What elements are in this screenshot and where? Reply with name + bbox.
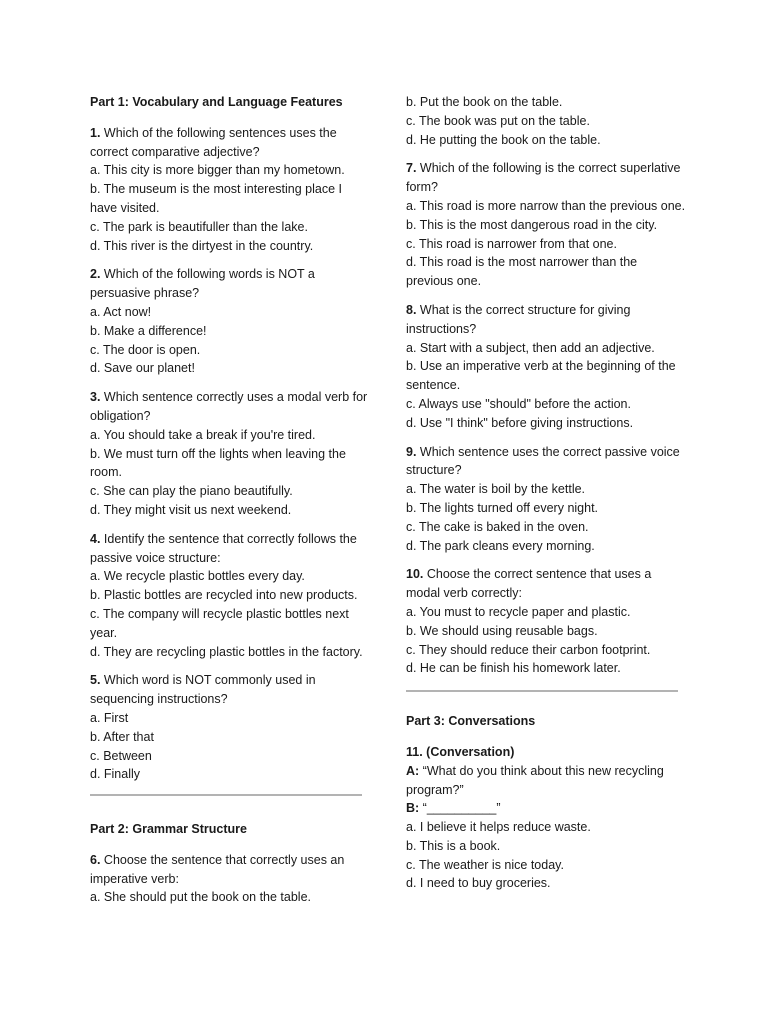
part1-heading: Part 1: Vocabulary and Language Features xyxy=(90,95,343,109)
option: a. You must to recycle paper and plastic. xyxy=(406,604,631,619)
option: b. Make a difference! xyxy=(90,323,207,338)
option: d. The park cleans every morning. xyxy=(406,538,595,553)
option: d. I need to buy groceries. xyxy=(406,876,551,891)
option: d. He can be finish his homework later. xyxy=(406,661,621,676)
question-number: 9. xyxy=(406,444,417,459)
speaker-b-label: B: xyxy=(406,801,420,816)
question-number: 3. xyxy=(90,390,101,405)
question-text: Choose the correct sentence that uses a modal verb correctly: xyxy=(406,567,652,601)
question-10 xyxy=(406,565,686,678)
option: a. Act now! xyxy=(90,304,152,319)
question-text: Which of the following is the correct superlative form? xyxy=(406,161,681,195)
question-text: Which word is NOT commonly used in sequencing instructions? xyxy=(90,673,316,707)
question-number: 2. xyxy=(90,267,101,282)
option: d. They might visit us next weekend. xyxy=(90,502,292,517)
question-4 xyxy=(90,530,370,662)
option: a. This city is more bigger than my hometown. xyxy=(90,163,345,178)
option: a. We recycle plastic bottles every day. xyxy=(90,569,305,584)
option: b. Plastic bottles are recycled into new products. xyxy=(90,588,358,603)
question-6 xyxy=(90,851,370,907)
option: c. They should reduce their carbon footprint. xyxy=(406,642,651,657)
option: d. Use "I think" before giving instructions. xyxy=(406,415,634,430)
question-text: Which of the following words is NOT a persuasive phrase? xyxy=(90,267,315,301)
speaker-a-label: A: xyxy=(406,763,420,778)
question-text: Which of the following sentences uses the correct comparative adjective? xyxy=(90,125,337,159)
option: b. This is a book. xyxy=(406,838,501,853)
option: a. The water is boil by the kettle. xyxy=(406,482,586,497)
option: c. The door is open. xyxy=(90,342,201,357)
option: b. After that xyxy=(90,729,154,744)
option: d. He putting the book on the table. xyxy=(406,132,601,147)
question-title: 11. (Conversation) xyxy=(406,744,515,759)
section-divider xyxy=(406,690,678,692)
option: a. First xyxy=(90,710,129,725)
option: b. We must turn off the lights when leaving the room. xyxy=(90,446,346,480)
option: c. Always use "should" before the action. xyxy=(406,396,631,411)
question-number: 5. xyxy=(90,673,101,688)
speaker-b-text: “__________” xyxy=(419,801,501,816)
option: c. Between xyxy=(90,748,152,763)
question-8 xyxy=(406,301,686,433)
left-column xyxy=(90,93,370,917)
question-2 xyxy=(90,265,370,378)
question-number: 1. xyxy=(90,125,101,140)
section-divider xyxy=(90,794,362,796)
option: a. I believe it helps reduce waste. xyxy=(406,820,591,835)
question-text: Which sentence uses the correct passive voice structure? xyxy=(406,444,680,478)
option: a. Start with a subject, then add an adjective. xyxy=(406,340,655,355)
option: d. Finally xyxy=(90,767,141,782)
option: a. She should put the book on the table. xyxy=(90,890,312,905)
option: b. The lights turned off every night. xyxy=(406,500,599,515)
question-number: 8. xyxy=(406,302,417,317)
option: c. The company will recycle plastic bottles next year. xyxy=(90,606,349,640)
question-6-continued xyxy=(406,93,686,149)
option: c. This road is narrower from that one. xyxy=(406,236,617,251)
option: a. You should take a break if you're tired. xyxy=(90,427,316,442)
option: d. This road is the most narrower than the previous one. xyxy=(406,255,638,289)
question-text: What is the correct structure for giving instructions? xyxy=(406,302,631,336)
option: c. The park is beautifuller than the lake. xyxy=(90,219,308,234)
question-11 xyxy=(406,743,686,893)
question-number: 10. xyxy=(406,567,424,582)
option: c. The weather is nice today. xyxy=(406,857,564,872)
option: c. The cake is baked in the oven. xyxy=(406,519,589,534)
question-text: Choose the sentence that correctly uses an imperative verb: xyxy=(90,852,345,886)
question-text: Identify the sentence that correctly follows the passive voice structure: xyxy=(90,531,357,565)
right-column xyxy=(406,93,686,903)
part2-heading: Part 2: Grammar Structure xyxy=(90,822,248,837)
option: c. She can play the piano beautifully. xyxy=(90,484,293,499)
question-1 xyxy=(90,124,370,256)
question-9 xyxy=(406,443,686,556)
part3-heading: Part 3: Conversations xyxy=(406,714,536,729)
question-text: Which sentence correctly uses a modal verb for obligation? xyxy=(90,390,368,423)
option: b. Use an imperative verb at the beginning of the sentence. xyxy=(406,359,676,393)
option: a. This road is more narrow than the previous one. xyxy=(406,198,686,213)
speaker-a-text: “What do you think about this new recycling program?” xyxy=(406,763,664,797)
question-number: 4. xyxy=(90,531,101,546)
question-number: 7. xyxy=(406,161,417,176)
option: d. This river is the dirtyest in the country. xyxy=(90,238,314,253)
question-7 xyxy=(406,159,686,291)
question-number: 6. xyxy=(90,852,101,867)
option: b. The museum is the most interesting place I have visited. xyxy=(90,182,342,215)
option: b. We should using reusable bags. xyxy=(406,623,598,638)
option: d. They are recycling plastic bottles in the factory. xyxy=(90,644,363,659)
question-5 xyxy=(90,671,370,784)
option: d. Save our planet! xyxy=(90,361,195,376)
option: c. The book was put on the table. xyxy=(406,113,590,128)
option: b. Put the book on the table. xyxy=(406,95,563,109)
question-3 xyxy=(90,388,370,520)
option: b. This is the most dangerous road in the city. xyxy=(406,217,658,232)
